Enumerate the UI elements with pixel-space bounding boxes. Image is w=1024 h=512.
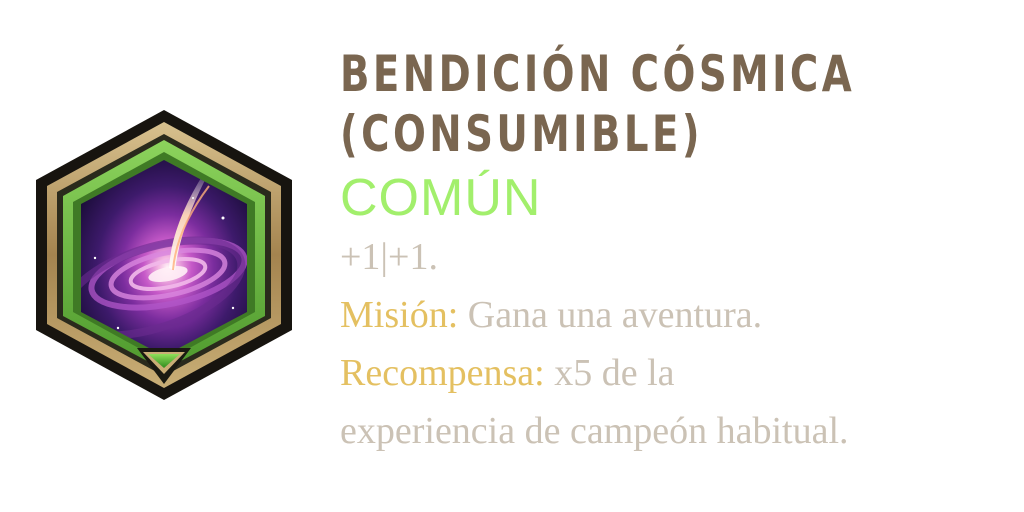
cosmic-vortex-icon — [33, 108, 295, 402]
reward-text-line-2: experiencia de campeón habitual. — [340, 410, 849, 452]
item-portrait[interactable] — [33, 108, 295, 402]
item-reward — [340, 344, 1020, 402]
item-title-line-2: (CONSUMIBLE) — [340, 105, 704, 163]
item-info — [340, 44, 1020, 460]
quest-label: Misión: — [340, 294, 459, 336]
item-rarity: COMÚN — [340, 169, 542, 227]
reward-text-line-1: x5 de la — [544, 352, 675, 394]
item-stats: +1|+1. — [340, 236, 438, 278]
quest-text: Gana una aventura. — [458, 294, 763, 336]
item-quest — [340, 286, 1020, 344]
reward-label: Recompensa: — [340, 352, 545, 394]
item-title-line-1: BENDICIÓN CÓSMICA — [340, 45, 856, 103]
